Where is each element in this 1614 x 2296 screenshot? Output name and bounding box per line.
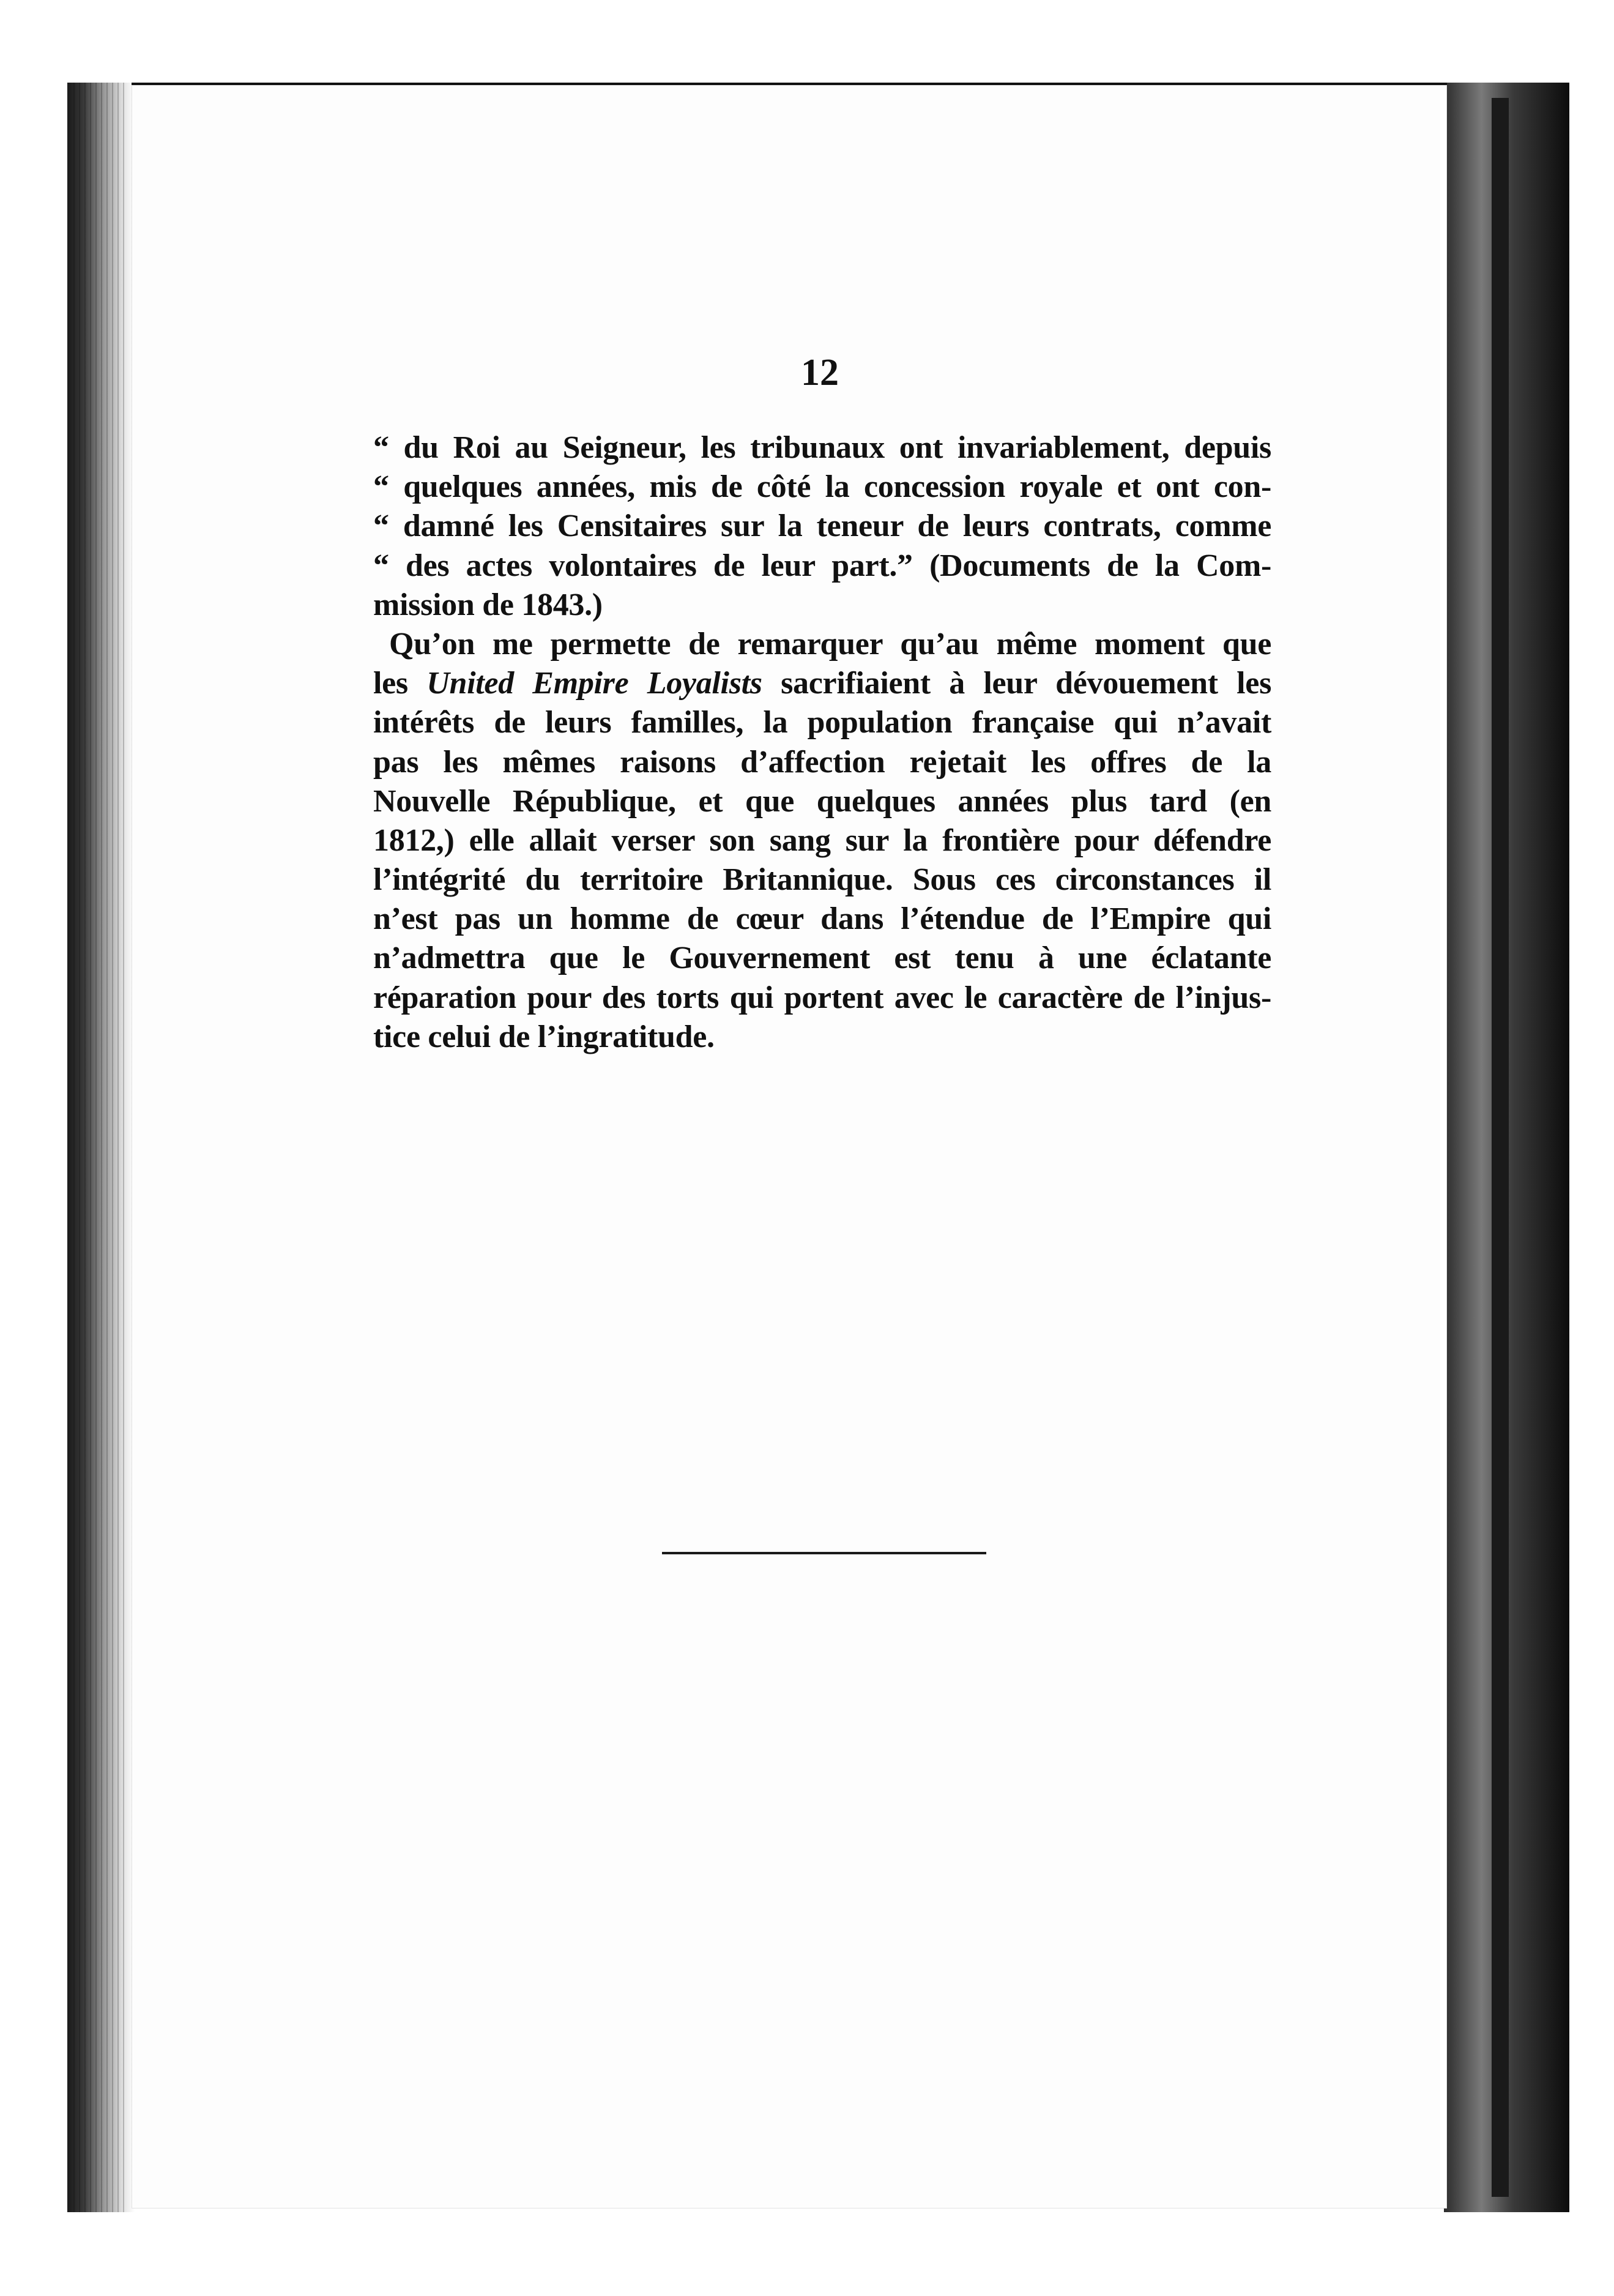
paragraph-line: réparation pour des torts qui portent avec le caractère de l’injus- (373, 980, 1271, 1015)
paragraph-line: 1812,) elle allait verser son sang sur la frontière pour défendre (373, 822, 1271, 858)
paragraph-line: Qu’on me permette de remarquer qu’au même moment que (389, 626, 1271, 662)
paragraph-line: n’admettra que le Gouvernement est tenu à une éclatante (373, 941, 1271, 976)
paragraph-text: sacrifiaient à leur dévouement les (781, 666, 1272, 701)
paragraph-last-line: tice celui de l’ingratitude. (373, 1019, 715, 1054)
section-divider-rule (662, 1552, 986, 1554)
quote-line-text: mission de 1843.) (373, 587, 603, 622)
quote-line (373, 507, 1271, 546)
quote-line-text: damné les Censitaires sur la teneur de leurs contrats, comme (403, 509, 1272, 544)
body-text (373, 428, 1271, 1057)
quote-line (373, 428, 1271, 468)
italic-phrase: United Empire Loyalists (426, 666, 762, 701)
quote-line-text: des actes volontaires de leur part.” (Documents de la Com- (406, 548, 1271, 583)
paragraph-line (373, 664, 1271, 703)
paragraph-line: pas les mêmes raisons d’affection rejetait les offres de la (373, 744, 1271, 780)
quote-line-text: du Roi au Seigneur, les tribunaux ont invariablement, depuis (403, 430, 1271, 465)
paragraph-text: les (373, 666, 408, 701)
quote-line (373, 468, 1271, 507)
paragraph-line: intérêts de leurs familles, la population française qui n’avait (373, 705, 1271, 740)
book-page (132, 83, 1447, 2208)
quote-line-text: quelques années, mis de côté la concession royale et ont con- (403, 469, 1271, 505)
paragraph-line: l’intégrité du territoire Britannique. Sous ces circonstances il (373, 862, 1271, 898)
quote-line-final (373, 586, 1271, 625)
quote-line (373, 546, 1271, 586)
paragraph-line: Nouvelle République, et que quelques années plus tard (en (373, 783, 1271, 819)
open-quote-mark: “ (373, 548, 389, 583)
binding-gutter-texture (73, 83, 128, 2212)
paragraph-line: n’est pas un homme de cœur dans l’étendue de l’Empire qui (373, 901, 1271, 937)
open-quote-mark: “ (373, 469, 389, 505)
right-edge-band (1492, 98, 1509, 2197)
open-quote-mark: “ (373, 509, 389, 544)
open-quote-mark: “ (373, 430, 389, 465)
page-number: 12 (801, 352, 839, 393)
